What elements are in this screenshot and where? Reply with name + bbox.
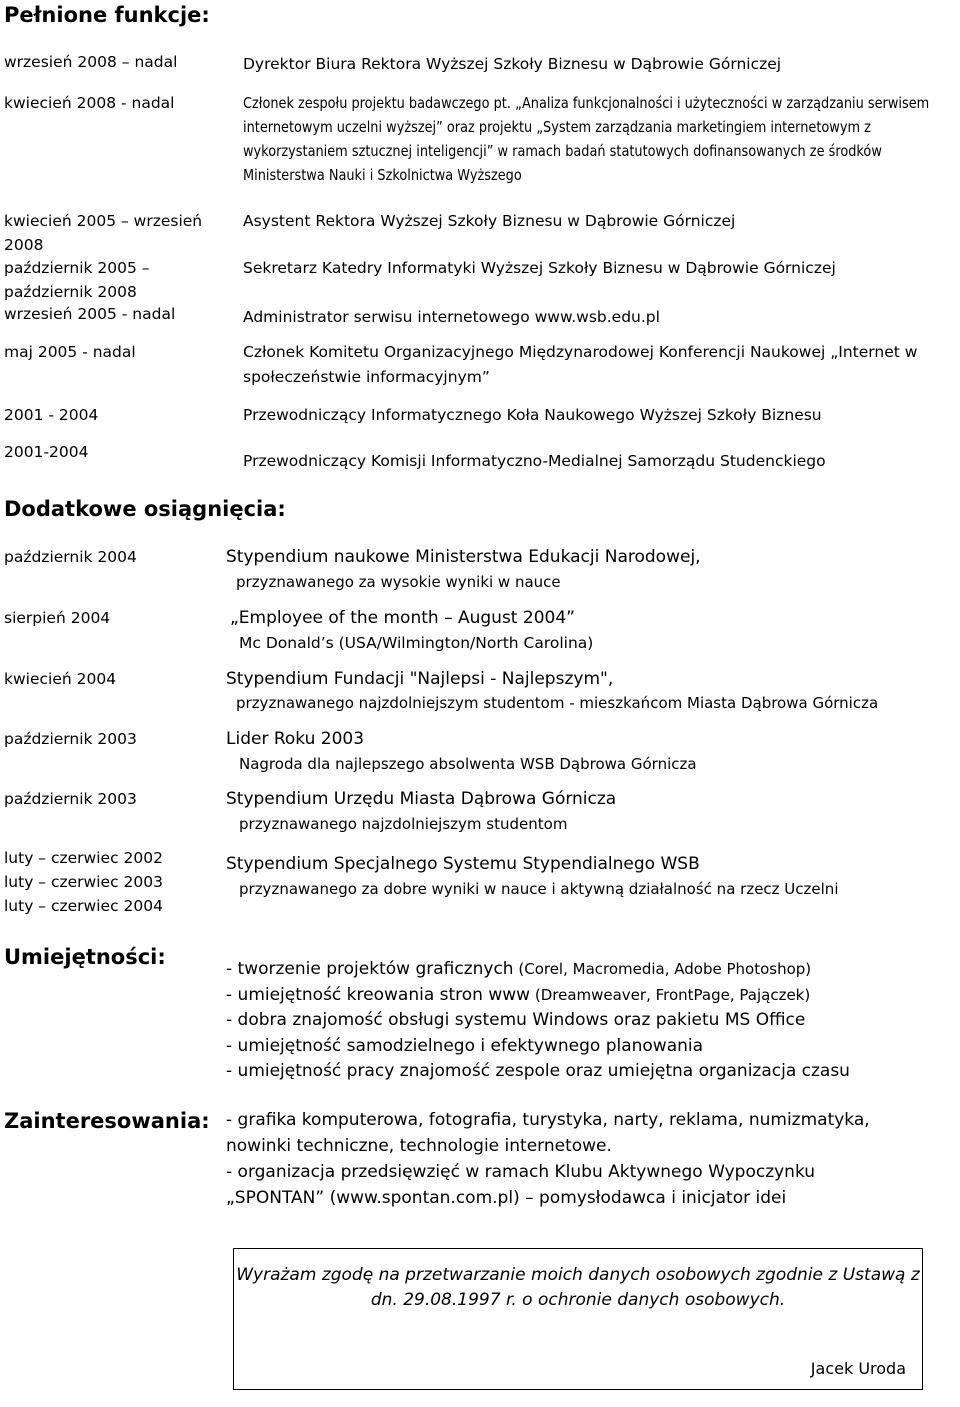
achievement-date: październik 2004 (4, 548, 137, 566)
skill-extra: (Dreamweaver, FrontPage, Pajączek) (530, 985, 811, 1004)
achievement-sub: przyznawanego najzdolniejszym studentom (239, 815, 568, 833)
consent-text: Wyrażam zgodę na przetwarzanie moich danych osobowych zgodnie z Ustawą z dn. 29.08.1997 r. o ochronie danych osobowych. (236, 1265, 920, 1310)
skill-main: - tworzenie projektów graficznych (226, 959, 514, 979)
skill-item (226, 1058, 850, 1084)
achievement-date: sierpień 2004 (4, 609, 111, 627)
achievement-date: październik 2003 (4, 730, 137, 748)
function-desc: Przewodniczący Komisji Informatyczno-Medialnej Samorządu Studenckiego (243, 452, 826, 470)
function-date: kwiecień 2005 – wrzesień 2008 (4, 212, 203, 254)
function-date: wrzesień 2005 - nadal (4, 305, 176, 323)
achievement-date: luty – czerwiec 2003 (4, 873, 163, 891)
achievement-title: Stypendium Fundacji "Najlepsi - Najlepszym", (226, 669, 614, 689)
consent-box (233, 1248, 923, 1390)
achievement-sub: przyznawanego najzdolniejszym studentom - mieszkańcom Miasta Dąbrowa Górnicza (236, 694, 879, 712)
function-date: kwiecień 2008 - nadal (4, 94, 175, 112)
achievement-title: Lider Roku 2003 (226, 729, 365, 749)
skill-item (226, 1033, 850, 1059)
section-heading-skills: Umiejętności: (4, 945, 166, 969)
function-date: maj 2005 - nadal (4, 343, 136, 361)
achievement-sub: przyznawanego za wysokie wyniki w nauce (236, 573, 561, 591)
achievement-sub: przyznawanego za dobre wyniki w nauce i aktywną działalność na rzecz Uczelni (239, 880, 839, 898)
interests-line: nowinki techniczne, technologie internetowe. (226, 1136, 612, 1156)
function-desc: Asystent Rektora Wyższej Szkoły Biznesu w Dąbrowie Górniczej (243, 212, 736, 230)
interests-line: „SPONTAN” (www.spontan.com.pl) – pomysłodawca i inicjator idei (226, 1188, 787, 1208)
achievement-date: kwiecień 2004 (4, 670, 117, 688)
skill-main: - umiejętność kreowania stron www (226, 984, 531, 1005)
interests-line: - grafika komputerowa, fotografia, turystyka, narty, reklama, numizmatyka, (226, 1110, 870, 1130)
skill-item (226, 956, 850, 982)
achievement-sub: Nagroda dla najlepszego absolwenta WSB Dąbrowa Górnicza (239, 755, 697, 773)
skill-item (226, 982, 850, 1008)
skill-main: - dobra znajomość obsługi systemu Windows oraz pakietu MS Office (226, 1010, 806, 1030)
section-heading-achievements: Dodatkowe osiągnięcia: (4, 497, 286, 521)
function-date: wrzesień 2008 – nadal (4, 53, 178, 71)
function-desc: Członek Komitetu Organizacyjnego Międzynarodowej Konferencji Naukowej „Internet w społeczeństwie informacyjnym” (243, 343, 918, 386)
function-desc: Sekretarz Katedry Informatyki Wyższej Szkoły Biznesu w Dąbrowie Górniczej (243, 259, 836, 277)
achievement-sub: Mc Donald’s (USA/Wilmington/North Carolina) (239, 634, 594, 652)
function-desc: Dyrektor Biura Rektora Wyższej Szkoły Biznesu w Dąbrowie Górniczej (243, 55, 782, 73)
achievement-title: Stypendium Specjalnego Systemu Stypendialnego WSB (226, 854, 700, 874)
section-heading-functions: Pełnione funkcje: (4, 3, 210, 27)
function-date: październik 2005 – październik 2008 (4, 259, 150, 301)
function-desc: Przewodniczący Informatycznego Koła Naukowego Wyższej Szkoły Biznesu (243, 406, 822, 424)
skill-main: - umiejętność samodzielnego i efektywnego planowania (226, 1035, 704, 1056)
skill-extra: (Corel, Macromedia, Adobe Photoshop) (513, 960, 812, 978)
function-date: 2001-2004 (4, 443, 89, 461)
skill-item (226, 1007, 850, 1033)
signature: Jacek Uroda (810, 1359, 906, 1378)
achievement-title: „Employee of the month – August 2004” (230, 608, 575, 628)
interests-text (226, 1107, 870, 1211)
function-date: 2001 - 2004 (4, 406, 99, 424)
function-desc-text: Członek zespołu projektu badawczego pt. „Analiza funkcjonalności i użyteczności w zarządzaniu serwisem internetowym uczelni wyższej” oraz projektu „System zarządzania marketingiem internetowym z wykorzystaniem sztucznej inteligencji” w ramach badań statutowych dofinansowanych ze środków Ministerstwa Nauki i Szkolnictwa Wyższego (243, 94, 930, 184)
achievement-date: luty – czerwiec 2004 (4, 897, 163, 915)
function-desc (243, 91, 960, 187)
function-desc: Administrator serwisu internetowego www.wsb.edu.pl (243, 308, 660, 326)
interests-line: - organizacja przedsięwzięć w ramach Klubu Aktywnego Wypoczynku (226, 1162, 816, 1182)
skill-main: - umiejętność pracy znajomość zespole oraz umiejętna organizacja czasu (226, 1061, 850, 1081)
achievement-date: luty – czerwiec 2002 (4, 849, 163, 867)
achievement-title: Stypendium naukowe Ministerstwa Edukacji Narodowej, (226, 547, 701, 567)
skills-list (226, 956, 850, 1084)
achievement-date-list (4, 846, 163, 918)
section-heading-interests: Zainteresowania: (4, 1109, 210, 1133)
achievement-title: Stypendium Urzędu Miasta Dąbrowa Górnicza (226, 789, 617, 809)
achievement-date: październik 2003 (4, 790, 137, 808)
